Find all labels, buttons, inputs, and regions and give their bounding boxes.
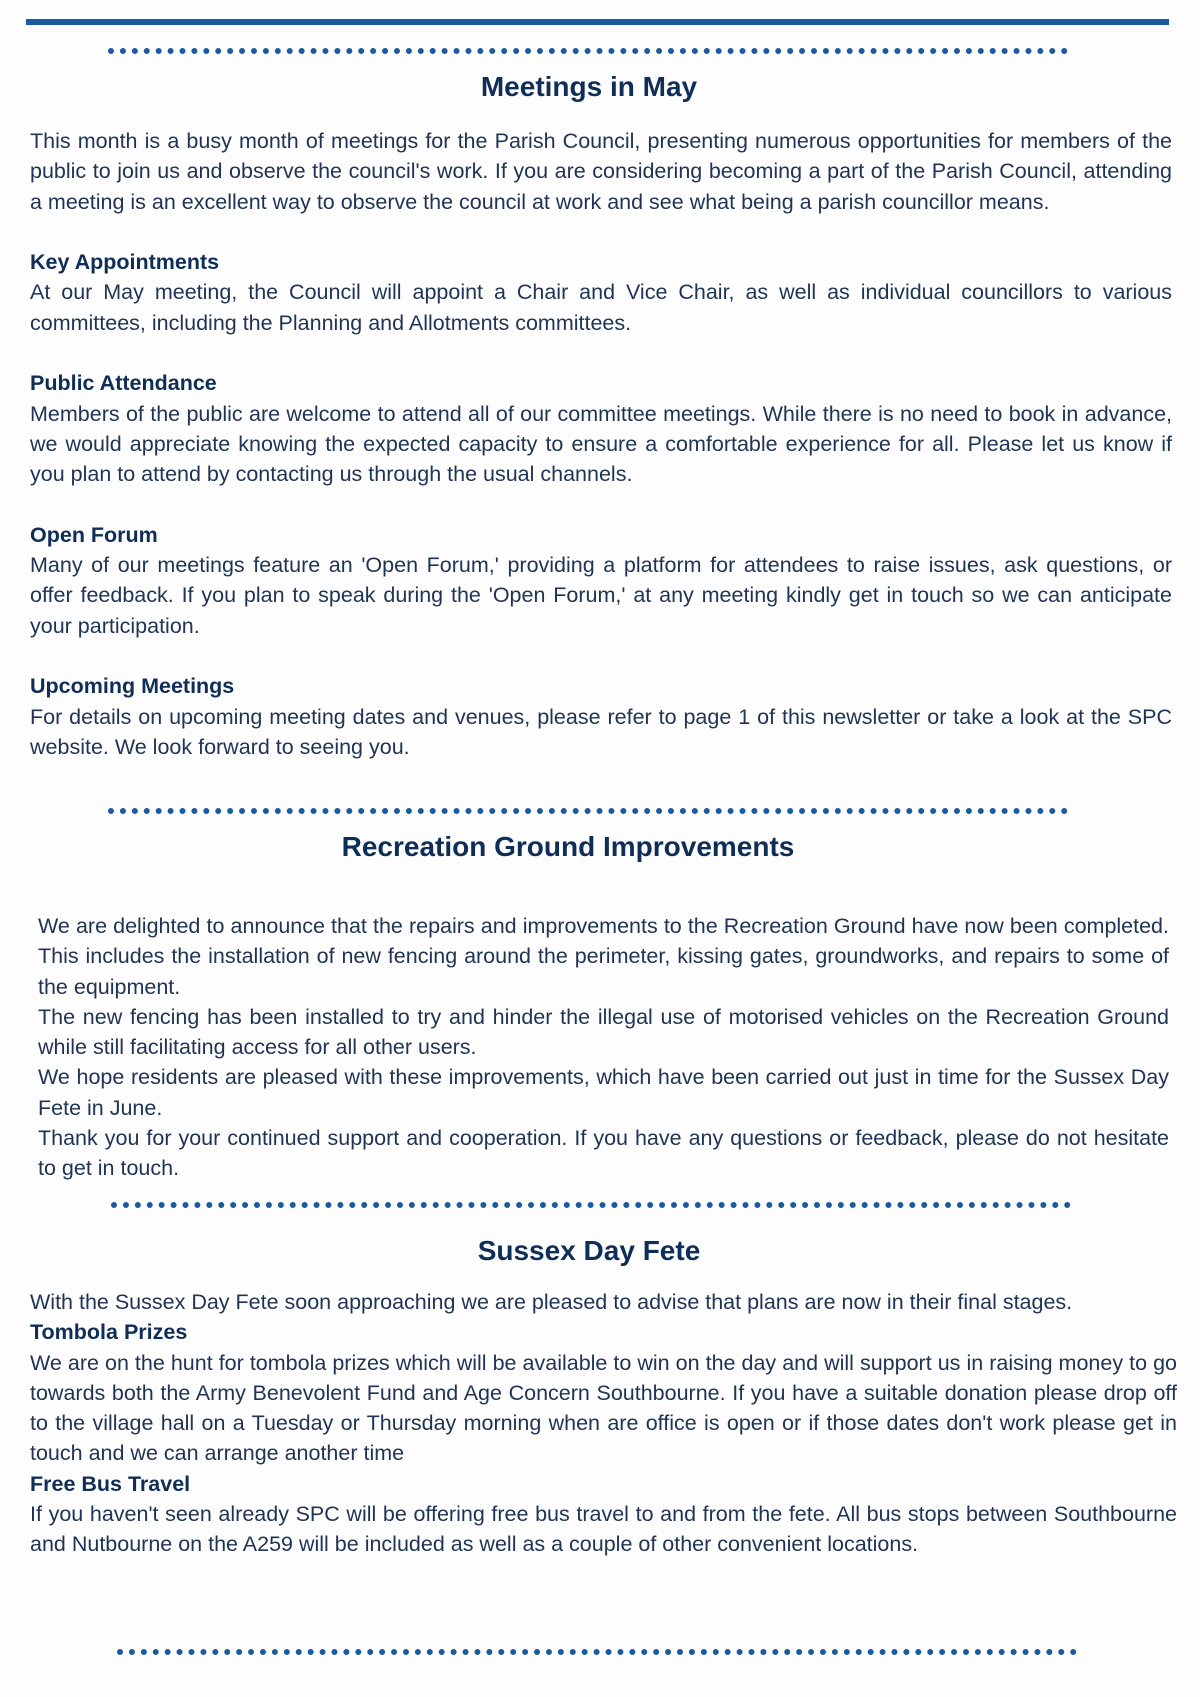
heading-free-bus-travel: Free Bus Travel [30, 1471, 191, 1496]
text-free-bus-travel: If you haven't seen already SPC will be offering free bus travel to and from the fete. All bus stops between Southbourne and Nutbourne on the A259 will be included as well as a couple of other convenient locations. [30, 1502, 1177, 1557]
text-key-appointments: At our May meeting, the Council will appoint a Chair and Vice Chair, as well as individual councillors to various committees, including the Planning and Allotments committees. [30, 280, 1172, 335]
recreation-paragraph: The new fencing has been installed to try and hinder the illegal use of motorised vehicles on the Recreation Ground while still facilitating access for all other users. [38, 1004, 1169, 1060]
meetings-intro: This month is a busy month of meetings for the Parish Council, presenting numerous opportunities for members of the public to join us and observe the council's work. If you are considering becoming a part of the Parish Council, attending a meeting is an excellent way to observe the council at work and see what being a parish councillor means. [30, 129, 1172, 214]
heading-upcoming-meetings: Upcoming Meetings [30, 674, 235, 699]
fete-body [30, 1287, 1177, 1560]
heading-open-forum: Open Forum [30, 522, 158, 547]
dotted-divider [108, 808, 1068, 814]
top-rule [26, 19, 1169, 25]
dotted-divider [117, 1649, 1077, 1655]
recreation-body [38, 911, 1169, 1184]
fete-intro: With the Sussex Day Fete soon approaching we are pleased to advise that plans are now in their final stages. [30, 1290, 1073, 1314]
section-title-fete: Sussex Day Fete [477, 1235, 701, 1266]
recreation-paragraph: Thank you for your continued support and cooperation. If you have any questions or feedback, please do not hesitate to get in touch. [38, 1126, 1169, 1181]
heading-public-attendance: Public Attendance [30, 371, 217, 396]
heading-tombola-prizes: Tombola Prizes [30, 1320, 188, 1345]
recreation-paragraph: We hope residents are pleased with these improvements, which have been carried out just in time for the Sussex Day Fete in June. [38, 1065, 1169, 1120]
recreation-paragraph: We are delighted to announce that the repairs and improvements to the Recreation Ground have now been completed. This includes the installation of new fencing around the perimeter, kissing gates, groundworks, and repairs to some of the equipment. [38, 914, 1169, 999]
dotted-divider [108, 48, 1068, 54]
text-open-forum: Many of our meetings feature an 'Open Forum,' providing a platform for attendees to raise issues, ask questions, or offer feedback. If you plan to speak during the 'Open Forum,' at any meeting kindly get in touch so we can anticipate your participation. [30, 553, 1172, 638]
dotted-divider [111, 1202, 1071, 1208]
section-title-recreation: Recreation Ground Improvements [341, 831, 795, 862]
section-title-meetings: Meetings in May [480, 71, 698, 102]
meetings-body [30, 126, 1172, 762]
text-public-attendance: Members of the public are welcome to attend all of our committee meetings. While there is no need to book in advance, we would appreciate knowing the expected capacity to ensure a comfortable experience for all. Please let us know if you plan to attend by contacting us through the usual channels. [30, 401, 1172, 487]
text-upcoming-meetings: For details on upcoming meeting dates and venues, please refer to page 1 of this newsletter or take a look at the SPC website. We look forward to seeing you. [30, 704, 1172, 759]
text-tombola-prizes: We are on the hunt for tombola prizes which will be available to win on the day and will support us in raising money to go towards both the Army Benevolent Fund and Age Concern Southbourne. If you have a suitable donation please drop off to the village hall on a Tuesday or Thursday morning when are office is open or if those dates don't work please get in touch and we can arrange another time [30, 1350, 1177, 1466]
heading-key-appointments: Key Appointments [30, 250, 220, 275]
